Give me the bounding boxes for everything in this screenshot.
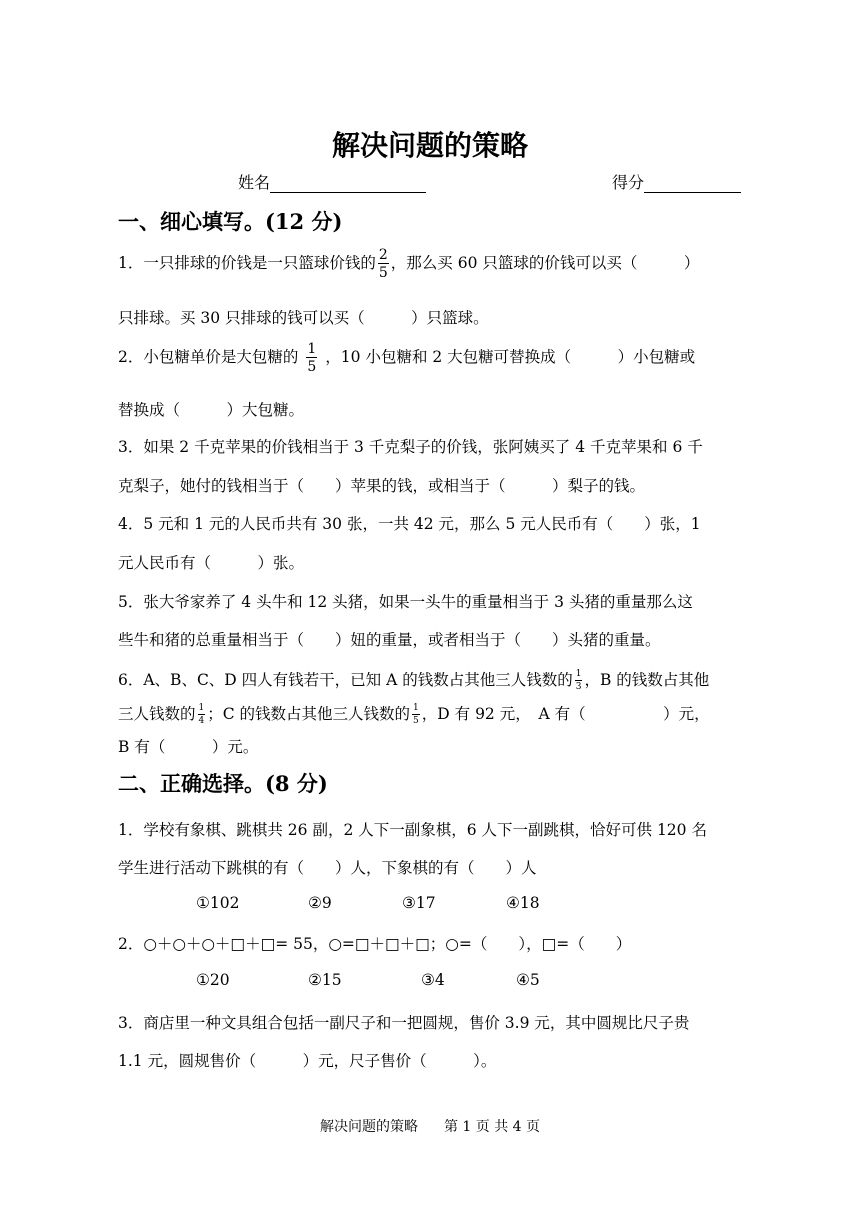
option-d: ④5 — [516, 971, 540, 989]
option-b: ②15 — [308, 971, 342, 989]
question-2-3-cont: 1.1 元，圆规售价（ ）元，尺子售价（ ）。 — [118, 1052, 497, 1070]
question-1-3: 3．如果 2 千克苹果的价钱相当于 3 千克梨子的价钱，张阿姨买了 4 千克苹果和 6 千 — [118, 438, 703, 456]
question-1-5: 5．张大爷家养了 4 头牛和 12 头猪，如果一头牛的重量相当于 3 头猪的重量那么这 — [118, 593, 693, 611]
page-footer — [0, 1116, 860, 1136]
question-1-1-cont: 只排球。买 30 只排球的钱可以买（ ）只篮球。 — [118, 309, 489, 327]
fraction: $\frac{1}{4}$ — [198, 703, 205, 726]
question-1-3-cont: 克梨子，她付的钱相当于（ ）苹果的钱，或相当于（ ）梨子的钱。 — [118, 477, 646, 495]
name-label: 姓名 — [238, 173, 271, 192]
question-2-2: 2．○＋○＋○＋□＋□= 55，○=□＋□＋□；○=（ ），□=（ ） — [118, 935, 632, 953]
fraction: $\frac{1}{5}$ — [307, 341, 317, 375]
question-text: 三人钱数的 — [118, 705, 196, 723]
question-1-2-cont: 替换成（ ）大包糖。 — [118, 401, 305, 419]
question-text: ，10 小包糖和 2 大包糖可替换成（ ）小包糖或 — [325, 348, 696, 366]
option-a: ①102 — [196, 894, 240, 912]
fraction: $\frac{2}{5}$ — [378, 247, 388, 281]
score-label: 得分 — [612, 173, 645, 192]
page-number: 第 1 页 共 4 页 — [443, 1119, 541, 1135]
page-title: 解决问题的策略 — [331, 129, 528, 162]
option-c: ③4 — [421, 971, 445, 989]
option-a: ①20 — [196, 971, 230, 989]
section1-heading: 一、细心填写。(12 分) — [118, 209, 343, 234]
question-1-4-cont: 元人民币有（ ）张。 — [118, 554, 305, 572]
question-text: 1．一只排球的价钱是一只篮球价钱的 — [118, 254, 376, 272]
fraction: $\frac{1}{5}$ — [413, 703, 419, 726]
question-1-2 — [118, 342, 695, 374]
option-b: ②9 — [308, 894, 332, 912]
score-blank — [644, 174, 741, 193]
question-1-6-cont — [118, 702, 710, 726]
question-text: ；C 的钱数占其他三人钱数的 — [207, 705, 411, 723]
question-1-1 — [118, 248, 699, 280]
question-1-5-cont: 些牛和猪的总重量相当于（ ）妞的重量，或者相当于（ ）头猪的重量。 — [118, 631, 661, 649]
question-1-6-cont2: B 有（ ）元。 — [118, 738, 259, 756]
question-2-1: 1．学校有象棋、跳棋共 26 副，2 人下一副象棋，6 人下一副跳棋，恰好可供 120 名 — [118, 821, 707, 839]
question-2-1-cont: 学生进行活动下跳棋的有（ ）人，下象棋的有（ ）人 — [118, 859, 537, 877]
section2-heading: 二、正确选择。(8 分) — [118, 771, 328, 796]
question-text: 6．A、B、C、D 四人有钱若干，已知 A 的钱数占其他三人钱数的 — [118, 671, 573, 689]
question-2-3: 3．商店里一种文具组合包括一副尺子和一把圆规，售价 3.9 元，其中圆规比尺子贵 — [118, 1014, 690, 1032]
question-1-4: 4．5 元和 1 元的人民币共有 30 张，一共 42 元，那么 5 元人民币有（ ）张，1 — [118, 515, 701, 533]
question-text: ，B 的钱数占其他 — [584, 671, 710, 689]
footer-doc-title: 解决问题的策略 — [319, 1119, 418, 1135]
option-d: ④18 — [506, 894, 540, 912]
name-blank — [270, 174, 426, 193]
question-text: ，D 有 92 元， A 有（ ）元， — [421, 705, 710, 723]
score-field — [612, 170, 741, 193]
name-field — [238, 170, 426, 193]
question-text: 2．小包糖单价是大包糖的 — [118, 348, 299, 366]
fraction: $\frac{1}{3}$ — [575, 669, 582, 692]
question-text: ，那么买 60 只篮球的价钱可以买（ ） — [390, 254, 700, 272]
question-1-6 — [118, 668, 709, 692]
option-c: ③17 — [402, 894, 436, 912]
